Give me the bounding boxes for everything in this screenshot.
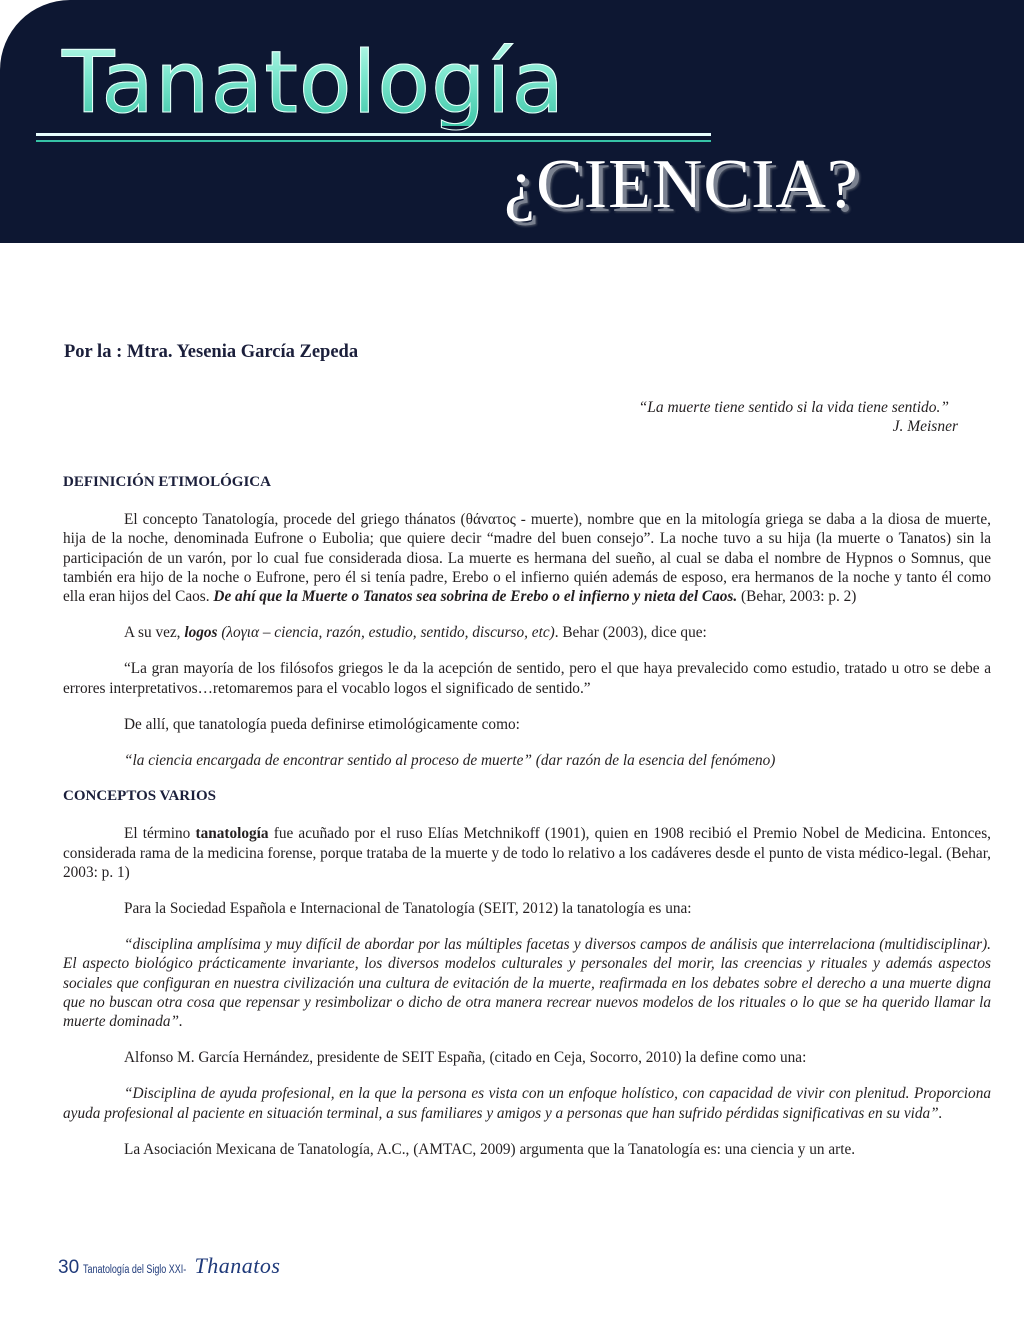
page-number: 30 xyxy=(58,1257,80,1278)
paragraph: El término tanatología fue acuñado por el ruso Elías Metchnikoff (1901), quien en 1908 recibió el Premio Nobel de Medicina. Entonces, considerada rama de la medicina forense, porque trataba de la muerte y de todo lo relativo a los cadáveres desde el punto de vista médico-legal. (Behar, 2003: p. 1) xyxy=(63,825,991,881)
emphasis-term: logos xyxy=(184,624,218,642)
section-heading-concepts: CONCEPTOS VARIOS xyxy=(63,788,216,805)
definition-quote: “disciplina amplísima y muy difícil de abordar por las múltiples facetas y diversos campos de análisis que interrelaciona (multidisciplinar). El aspecto biológico prácticamente invariante, los diversos modelos culturales y personales del morir, las creencias y rituales y además aspectos sociales que configuran en nuestra civilización una cultura de evitación de la muerte, reafirmada en los debates sobre el derecho a una muerte digna que no buscan otra cosa que repensar y resimbolizar o dicho de otra manera recrear nuevos modelos de los rituales o lo que se ha querido llamar la muerte dominada”. xyxy=(63,936,991,1031)
paragraph: La Asociación Mexicana de Tanatología, A.C., (AMTAC, 2009) argumenta que la Tanatología es: una ciencia y un arte. xyxy=(124,1140,856,1158)
magazine-name: Tanatología del Siglo XXI- xyxy=(83,1264,187,1276)
emphasis-text: De ahí que la Muerte o Tanatos sea sobrina de Erebo o el infierno y nieta del Caos. xyxy=(213,588,738,606)
epigraph-quote: “La muerte tiene sentido si la vida tiene sentido.” xyxy=(638,399,949,416)
paragraph: De allí, que tanatología pueda definirse etimológicamente como: xyxy=(124,715,520,733)
paragraph: A su vez, logos (λογια – ciencia, razón, estudio, sentido, discurso, etc). Behar (2003), dice que: xyxy=(124,624,707,642)
title-divider-accent xyxy=(36,140,711,142)
title-divider xyxy=(36,133,711,136)
block-quote: “La gran mayoría de los filósofos griegos le da la acepción de sentido, pero el que haya prevalecido como estudio, tratado u otro se debe a errores interpretativos…retomaremos para el vocablo logos el significado de sentido.” xyxy=(63,660,991,697)
page-footer xyxy=(58,1253,280,1279)
paragraph: El concepto Tanatología, procede del griego thánatos (θάνατος - muerte), nombre que en la mitología griega se daba a la diosa de muerte, hija de la noche, denominada Eufrone o Eubolia; que quiere decir “madre del buen consejo”. La noche tuvo a su hija (la muerte o Tanatos) sin la participación de un varón, por lo cual fue considerada diosa. La muerte es hermana del sueño, al cual se daba el nombre de Hypnos o Somnus, que también era hijo de la noche o Eufrone, pero él si tenía padre, Erebo o el infierno quién además de esposo, era hermanos de la noche y tanto él como ella eran hijos del Caos. De ahí que la Muerte o Tanatos sea sobrina de Erebo o el infierno y nieta del Caos. (Behar, 2003: p. 2) xyxy=(63,511,991,606)
definition-quote: “Disciplina de ayuda profesional, en la que la persona es vista con un enfoque holístico, con capacidad de vivir con plenitud. Proporciona ayuda profesional al paciente en situación terminal, a sus familiares y amigos y a personas que han sufrido pérdidas significativas en su vida”. xyxy=(63,1085,991,1122)
article-title: Tanatología xyxy=(62,33,566,133)
bold-term: tanatología xyxy=(195,825,269,843)
epigraph xyxy=(639,398,958,436)
article-body xyxy=(63,473,991,1176)
section-heading-etymology: DEFINICIÓN ETIMOLÓGICA xyxy=(63,474,271,490)
paragraph: Para la Sociedad Española e Internacional de Tanatología (SEIT, 2012) la tanatología es una: xyxy=(124,900,692,918)
header-banner xyxy=(0,0,1024,243)
paragraph: Alfonso M. García Hernández, presidente de SEIT España, (citado en Ceja, Socorro, 2010) la define como una: xyxy=(124,1049,807,1067)
magazine-brand-logo: Thanatos xyxy=(194,1253,281,1278)
author-byline: Por la : Mtra. Yesenia García Zepeda xyxy=(64,342,359,362)
epigraph-author: J. Meisner xyxy=(892,418,958,435)
definition-quote: “la ciencia encargada de encontrar sentido al proceso de muerte” (dar razón de la esencia del fenómeno) xyxy=(124,752,776,770)
article-subtitle: ¿CIENCIA? xyxy=(504,146,860,223)
